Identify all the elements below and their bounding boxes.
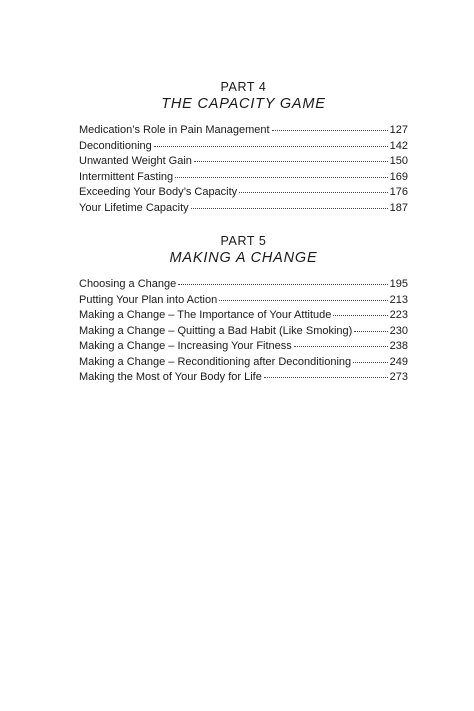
dot-leader — [294, 337, 388, 347]
toc-entry-page: 230 — [389, 324, 408, 337]
dot-leader — [353, 353, 388, 363]
toc-entry-page: 273 — [389, 371, 408, 383]
toc-entry-title: Making a Change – Quitting a Bad Habit (Like Smoking) — [79, 324, 353, 337]
dot-leader — [272, 121, 388, 131]
toc-list — [79, 123, 408, 216]
toc-entry-page: 127 — [389, 124, 408, 136]
toc-entry-title: Your Lifetime Capacity — [79, 201, 189, 214]
toc-entry-page: 249 — [389, 355, 408, 368]
dot-leader — [239, 183, 387, 193]
toc-entry — [79, 370, 408, 386]
toc-list — [79, 277, 408, 386]
toc-entry-title: Choosing a Change — [79, 278, 177, 290]
part-title: THE CAPACITY GAME — [161, 96, 326, 112]
toc-entry-title: Putting Your Plan into Action — [79, 293, 218, 306]
toc-entry-title: Medication’s Role in Pain Management — [79, 124, 270, 136]
dot-leader — [154, 137, 388, 147]
toc-entry-page: 213 — [389, 293, 408, 306]
toc-entry-page: 223 — [389, 309, 408, 321]
dot-leader — [175, 168, 387, 178]
dot-leader — [219, 291, 387, 301]
toc-entry-page: 195 — [389, 278, 408, 290]
part-title: MAKING A CHANGE — [169, 250, 318, 266]
toc-entry-page: 150 — [389, 155, 408, 167]
toc-entry — [79, 201, 408, 217]
toc-entry-title: Making a Change – Reconditioning after Deconditioning — [79, 355, 352, 368]
toc-entry-page: 187 — [389, 201, 408, 214]
toc-entry-title: Intermittent Fasting — [79, 170, 174, 183]
toc-entry-title: Exceeding Your Body’s Capacity — [79, 186, 238, 198]
toc-entry-page: 142 — [389, 139, 408, 152]
toc-entry-title: Unwanted Weight Gain — [79, 155, 192, 167]
toc-entry-page: 169 — [389, 170, 408, 183]
part-4-section — [79, 80, 408, 216]
toc-entry-title: Making a Change – The Importance of Your Attitude — [79, 309, 332, 321]
toc-entry-page: 176 — [389, 186, 408, 198]
toc-entry-title: Deconditioning — [79, 139, 152, 152]
dot-leader — [194, 152, 388, 162]
dot-leader — [178, 275, 387, 285]
toc-entry-title: Making the Most of Your Body for Life — [79, 371, 262, 383]
part-label: PART 4 — [220, 80, 267, 94]
toc-entry-page: 238 — [389, 340, 408, 352]
part-label: PART 5 — [220, 234, 267, 248]
dot-leader — [264, 368, 388, 378]
part-5-section — [79, 234, 408, 386]
toc-entry-title: Making a Change – Increasing Your Fitness — [79, 340, 292, 352]
dot-leader — [354, 322, 387, 332]
dot-leader — [333, 306, 387, 316]
dot-leader — [191, 199, 388, 209]
